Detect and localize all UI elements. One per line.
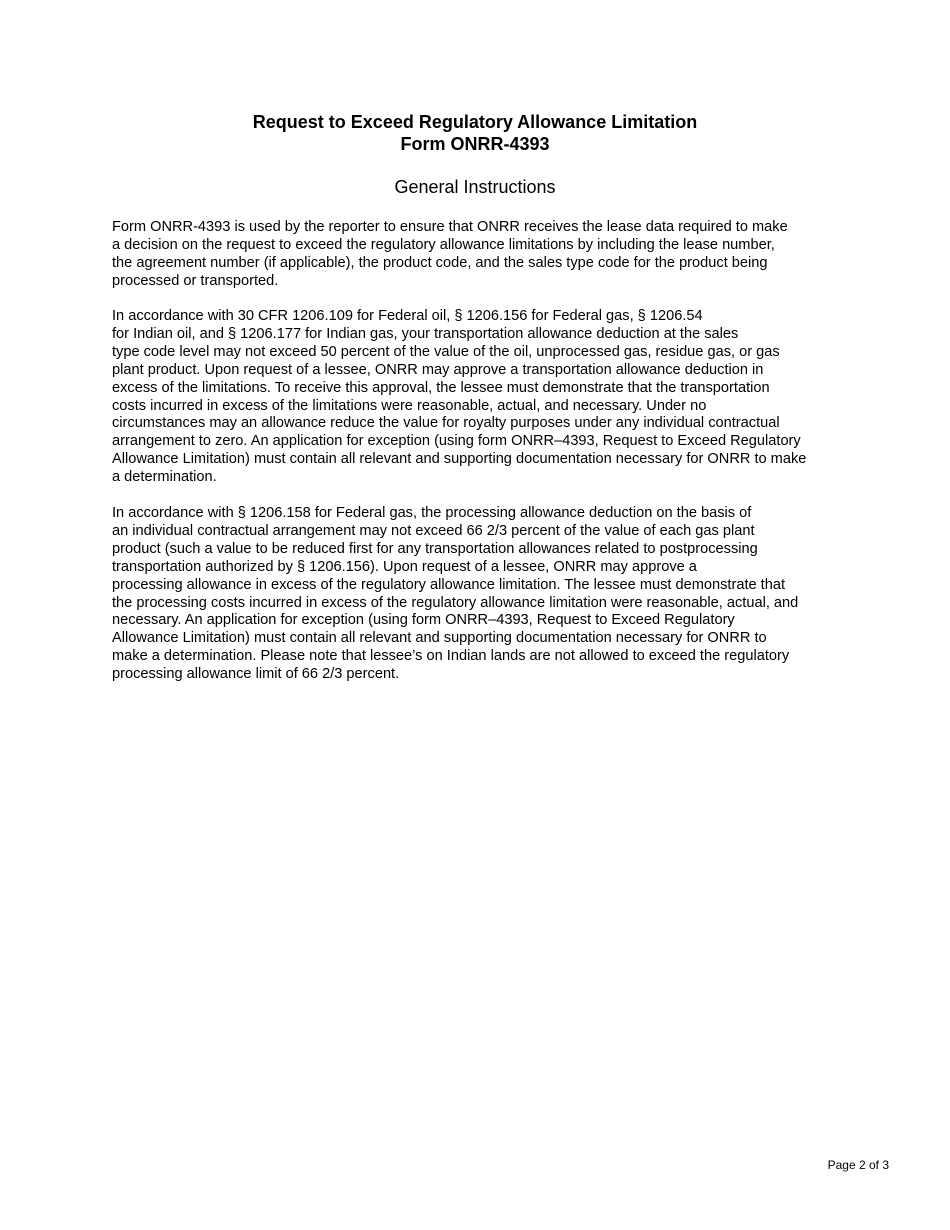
paragraph-line: the processing costs incurred in excess of the regulatory allowance limitation were reasonable, actual, and — [112, 594, 799, 611]
paragraph-line: arrangement to zero. An application for exception (using form ONRR–4393, Request to Exceed Regulatory — [112, 433, 801, 450]
paragraph-line: for Indian oil, and § 1206.177 for Indian gas, your transportation allowance deduction at the sales — [112, 325, 739, 342]
paragraph-line: processing allowance limit of 66 2/3 percent. — [112, 666, 400, 683]
paragraph-line: Form ONRR-4393 is used by the reporter to ensure that ONRR receives the lease data required to make — [112, 219, 788, 235]
paragraph-line: transportation authorized by § 1206.156). Upon request of a lessee, ONRR may approve a — [112, 558, 697, 575]
paragraph-line: the agreement number (if applicable), the product code, and the sales type code for the product being — [112, 254, 768, 271]
instruction-paragraph-3 — [112, 505, 857, 684]
paragraph-line: costs incurred in excess of the limitations were reasonable, actual, and necessary. Under no — [112, 397, 707, 414]
section-heading: General Instructions — [394, 177, 556, 197]
paragraph-line: an individual contractual arrangement may not exceed 66 2/3 percent of the value of each gas plant — [112, 522, 755, 539]
paragraph-line: excess of the limitations. To receive this approval, the lessee must demonstrate that the transportation — [112, 379, 770, 396]
paragraph-line: processing allowance in excess of the regulatory allowance limitation. The lessee must demonstrate that — [112, 576, 786, 593]
paragraph-line: product (such a value to be reduced first for any transportation allowances related to postprocessing — [112, 540, 758, 557]
form-number: Form ONRR-4393 — [400, 134, 550, 154]
paragraph-line: In accordance with § 1206.158 for Federal gas, the processing allowance deduction on the basis of — [112, 505, 752, 521]
paragraph-line: Allowance Limitation) must contain all relevant and supporting documentation necessary for ONRR to make — [112, 451, 807, 468]
paragraph-line: a decision on the request to exceed the regulatory allowance limitations by including the lease number, — [112, 236, 775, 253]
instruction-paragraph-2 — [112, 308, 857, 487]
paragraph-line: necessary. An application for exception (using form ONRR–4393, Request to Exceed Regulatory — [112, 612, 735, 629]
paragraph-line: make a determination. Please note that lessee’s on Indian lands are not allowed to exceed the regulatory — [112, 648, 790, 665]
paragraph-line: plant product. Upon request of a lessee, ONRR may approve a transportation allowance deduction in — [112, 361, 764, 378]
paragraph-line: processed or transported. — [112, 272, 279, 289]
form-title: Request to Exceed Regulatory Allowance Limitation — [252, 112, 698, 132]
paragraph-line: In accordance with 30 CFR 1206.109 for Federal oil, § 1206.156 for Federal gas, § 1206.54 — [112, 308, 703, 324]
paragraph-line: type code level may not exceed 50 percent of the value of the oil, unprocessed gas, residue gas, or gas — [112, 343, 780, 360]
paragraph-line: Allowance Limitation) must contain all relevant and supporting documentation necessary for ONRR to — [112, 630, 767, 647]
instruction-paragraph-1 — [112, 219, 857, 291]
paragraph-line: circumstances may an allowance reduce the value for royalty purposes under any individual contractual — [112, 415, 780, 432]
page-number: Page 2 of 3 — [827, 1158, 889, 1172]
paragraph-line: a determination. — [112, 469, 217, 486]
